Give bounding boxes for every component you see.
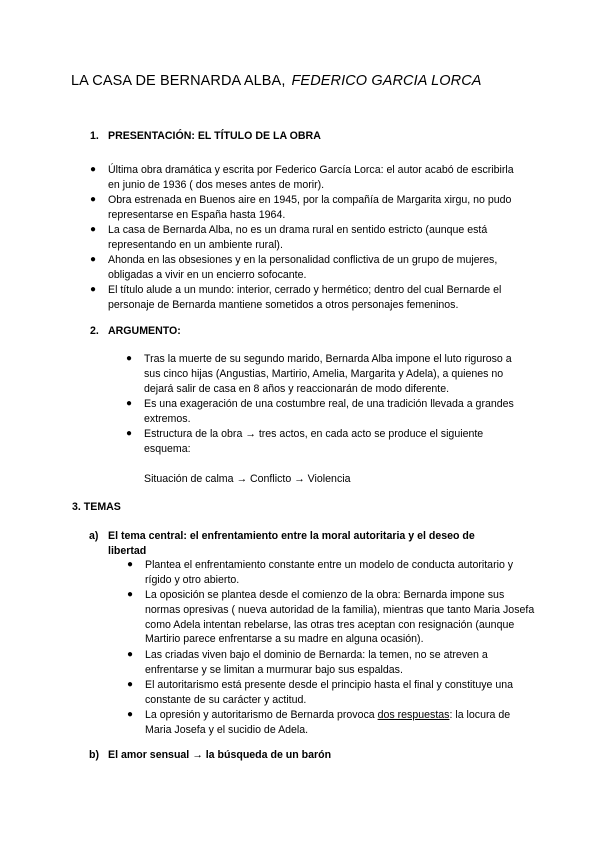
list-item: ● Ahonda en las obsesiones y en la personalidad conflictiva de un grupo de mujeres, obligadas a vivir en un encierro sofocante. bbox=[90, 254, 498, 282]
list-item: ● Las criadas viven bajo el dominio de Bernarda: la temen, no se atreven a enfrentarse y se limitan a murmurar bajo sus espaldas. bbox=[127, 648, 488, 676]
bullet-icon: ● bbox=[127, 559, 134, 570]
list-item: ● La oposición se plantea desde el comienzo de la obra: Bernarda impone sus normas opresivas ( nueva autoridad de la familia), mientras que tanto Maria Josefa como Adela intentan rebelarse, las otras tres aceptan con resignación (aunque Martirio parece enfrentarse a su madre en alguna ocasión). bbox=[127, 589, 535, 646]
section-1-list bbox=[90, 163, 528, 313]
title-main: LA CASA DE BERNARDA ALBA, bbox=[71, 73, 286, 89]
section-2-list bbox=[126, 352, 524, 457]
section-2-number: 2. bbox=[90, 325, 99, 337]
bullet-icon: ● bbox=[127, 589, 134, 601]
bullet-icon: ● bbox=[90, 194, 97, 206]
section-1-title: PRESENTACIÓN: EL TÍTULO DE LA OBRA bbox=[108, 130, 321, 142]
bullet-icon: ● bbox=[127, 708, 134, 720]
section-1-heading bbox=[90, 129, 321, 144]
list-item: ● Es una exageración de una costumbre real, de una tradición llevada a grandes extremos. bbox=[126, 397, 514, 425]
list-item: ● El autoritarismo está presente desde el principio hasta el final y constituye una constante de su carácter y actitud. bbox=[127, 678, 514, 706]
list-item: ● La opresión y autoritarismo de Bernarda provoca dos respuestas: la locura de Maria Josefa y el sucidio de Adela. bbox=[127, 708, 511, 736]
subsection-a-heading: a) El tema central: el enfrentamiento entre la moral autoritaria y el deseo de libertad bbox=[89, 530, 475, 557]
bullet-icon: ● bbox=[90, 254, 97, 266]
list-item: ● Obra estrenada en Buenos aire en 1945, por la compañía de Margarita xirgu, no pudo representarse en España hasta 1964. bbox=[90, 194, 512, 221]
structure-scheme: Situación de calma → Conflicto → Violencia bbox=[144, 473, 351, 485]
section-1-number: 1. bbox=[90, 130, 99, 142]
bullet-icon: ● bbox=[126, 397, 133, 409]
subsection-a-label: a) bbox=[89, 530, 99, 542]
subsection-b-label: b) bbox=[89, 749, 99, 761]
subsection-a-list bbox=[127, 558, 535, 738]
section-2-title: ARGUMENTO: bbox=[108, 325, 181, 337]
bullet-icon: ● bbox=[90, 164, 97, 175]
bullet-icon: ● bbox=[90, 284, 97, 296]
section-3-heading: 3. TEMAS bbox=[72, 501, 121, 513]
section-2-heading bbox=[90, 324, 181, 339]
document-title bbox=[71, 72, 482, 90]
list-item: ● Estructura de la obra → tres actos, en cada acto se produce el siguiente esquema: bbox=[126, 427, 484, 455]
title-author: FEDERICO GARCIA LORCA bbox=[291, 73, 482, 89]
list-item: ● El título alude a un mundo: interior, cerrado y hermético; dentro del cual Bernarde el personaje de Bernarda mantiene sometidos a otros personajes femeninos. bbox=[90, 284, 502, 312]
subsection-b-heading: b) El amor sensual → la búsqueda de un barón bbox=[89, 749, 332, 761]
bullet-icon: ● bbox=[126, 427, 133, 439]
list-item: ● Última obra dramática y escrita por Federico García Lorca: el autor acabó de escribirla en junio de 1936 ( dos meses antes de morir). bbox=[90, 164, 514, 191]
list-item: ● Plantea el enfrentamiento constante entre un modelo de conducta autoritario y rígido y otro abierto. bbox=[127, 559, 514, 586]
underlined-phrase: dos respuestas bbox=[377, 708, 450, 721]
bullet-icon: ● bbox=[127, 678, 134, 690]
list-item: ● Tras la muerte de su segundo marido, Bernarda Alba impone el luto riguroso a sus cinco hijas (Angustias, Martirio, Amelia, Margarita y Adela), a quienes no dejará salir de casa en 8 años y reaccionarán de modo diferente. bbox=[126, 353, 512, 395]
bullet-icon: ● bbox=[126, 353, 133, 364]
bullet-icon: ● bbox=[127, 648, 134, 660]
bullet-icon: ● bbox=[90, 224, 97, 236]
list-item: ● La casa de Bernarda Alba, no es un drama rural en sentido estricto (aunque está representando en un ambiente rural). bbox=[90, 224, 488, 251]
